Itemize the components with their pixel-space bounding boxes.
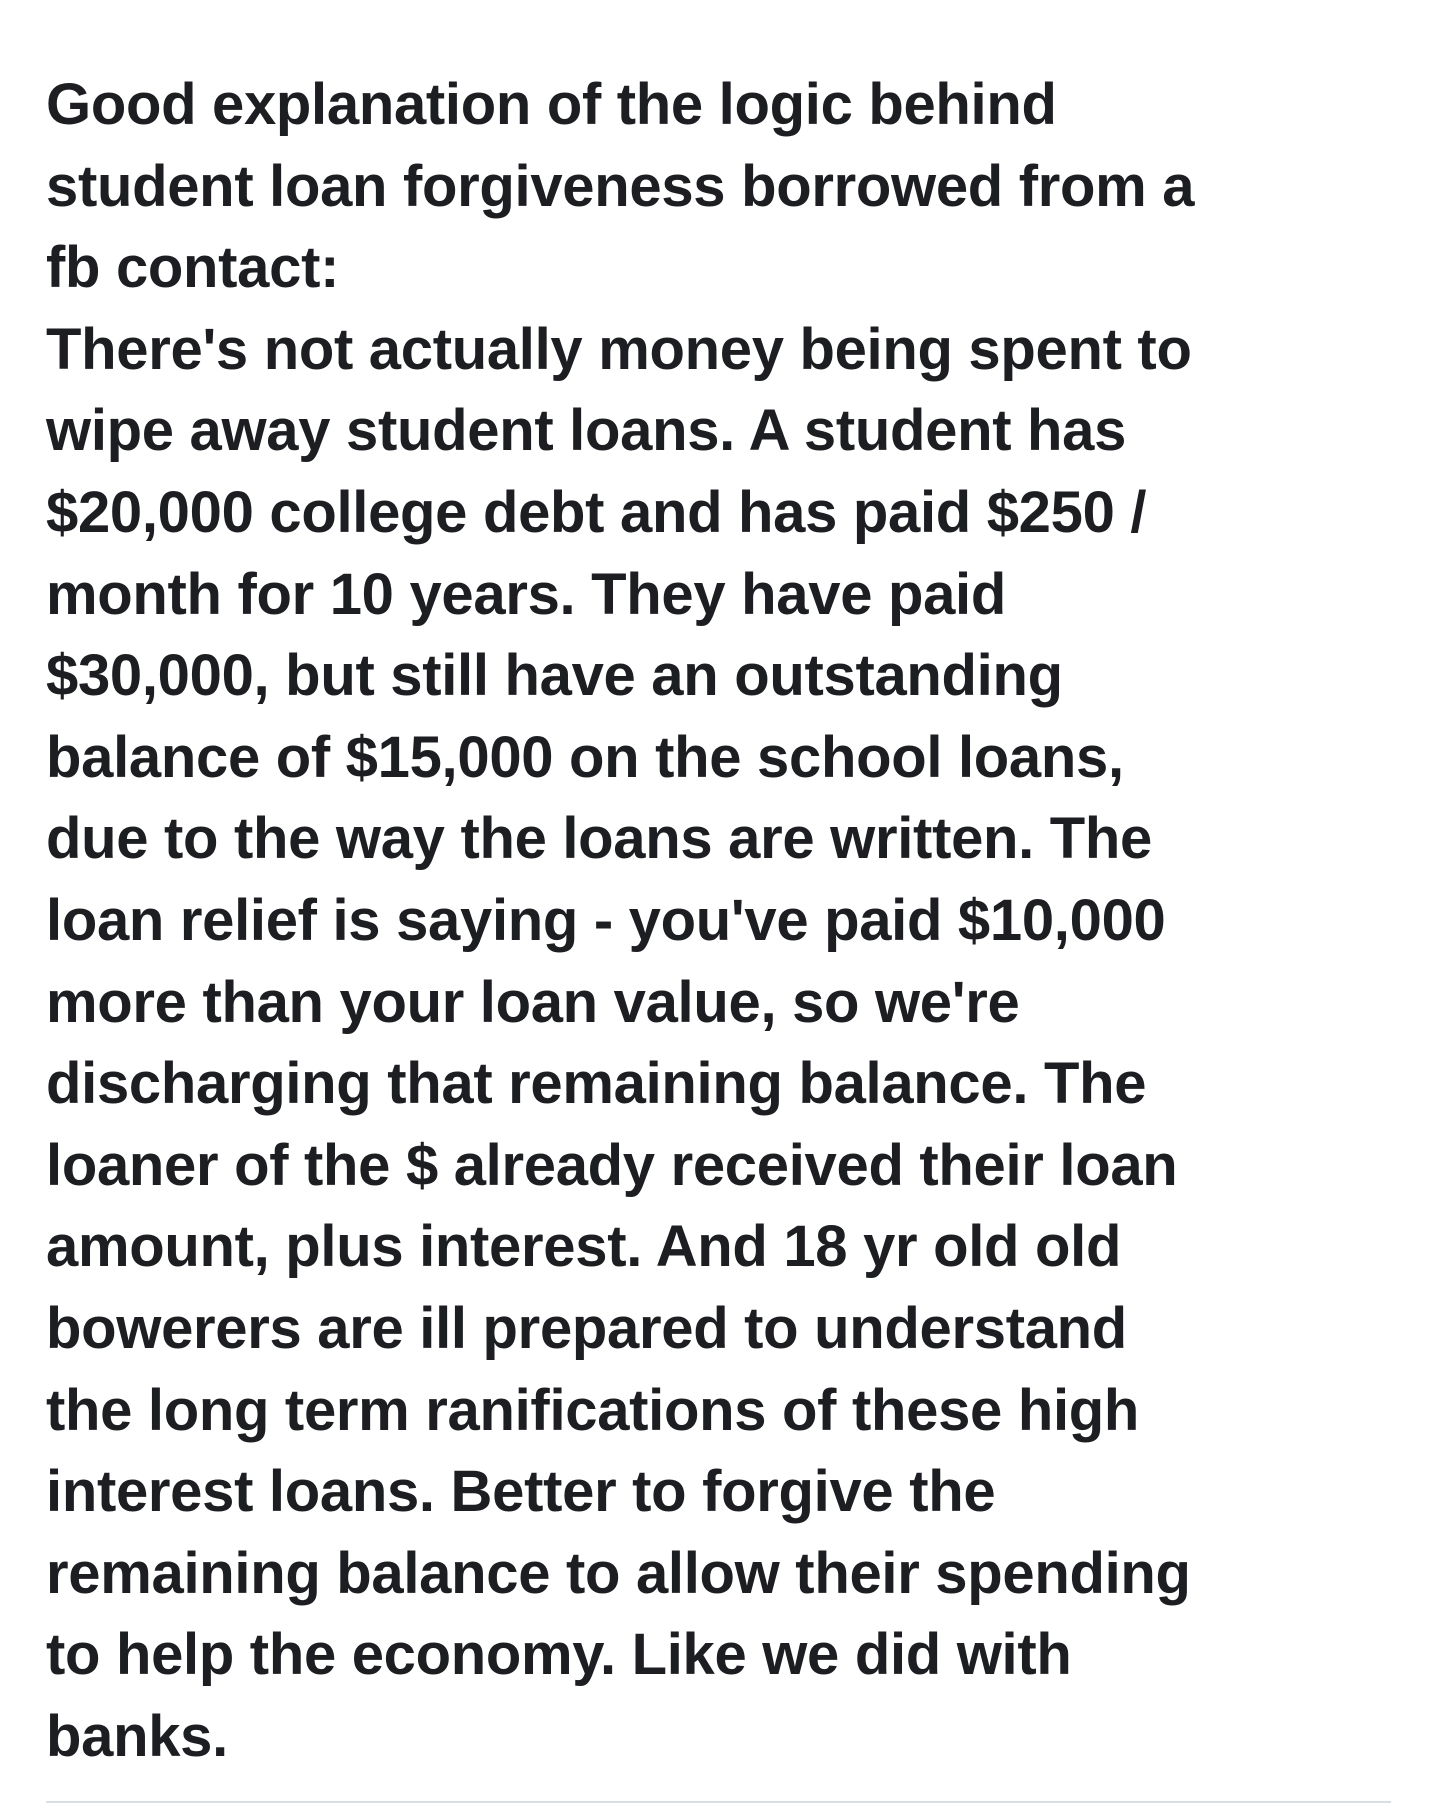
post-text-line: bowerers are ill prepared to understand [46, 1295, 1127, 1361]
post-text-line: loaner of the $ already received their loan [46, 1132, 1178, 1198]
post-text-line: more than your loan value, so we're [46, 969, 1020, 1035]
post-divider [46, 1801, 1391, 1803]
post-text-line: the long term ranifications of these high [46, 1377, 1140, 1443]
post-text-line: discharging that remaining balance. The [46, 1051, 1147, 1117]
post-text-line: banks. [46, 1703, 228, 1769]
post-text-line: student loan forgiveness borrowed from a [46, 153, 1195, 219]
post-text-line: loan relief is saying - you've paid $10,000 [46, 887, 1166, 953]
post-text-line: month for 10 years. They have paid [46, 561, 1006, 627]
post-text-line: amount, plus interest. And 18 yr old old [46, 1214, 1122, 1280]
post-text-line: There's not actually money being spent to [46, 316, 1192, 382]
post-text-line: due to the way the loans are written. The [46, 806, 1153, 872]
post-text-line: Good explanation of the logic behind [46, 72, 1057, 137]
post-text-line: remaining balance to allow their spending [46, 1540, 1191, 1606]
post-body-text [46, 64, 1426, 1777]
post-text-line: interest loans. Better to forgive the [46, 1459, 996, 1525]
post-text-line: $30,000, but still have an outstanding [46, 643, 1063, 709]
post-text-line: balance of $15,000 on the school loans, [46, 724, 1124, 790]
post-text-line: $20,000 college debt and has paid $250 / [46, 479, 1147, 545]
post-text-line: fb contact: [46, 235, 340, 301]
post-text-line: wipe away student loans. A student has [46, 398, 1127, 464]
post-text-line: to help the economy. Like we did with [46, 1622, 1072, 1688]
